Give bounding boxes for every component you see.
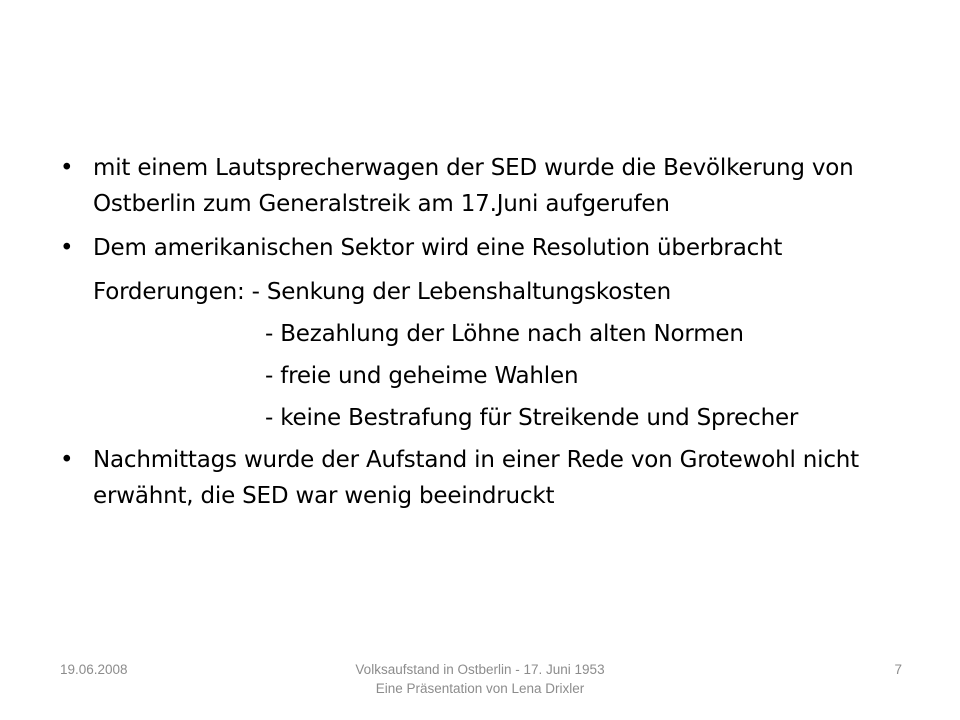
footer-title bbox=[300, 660, 660, 698]
page-number: 7 bbox=[894, 662, 902, 677]
bullet-text: mit einem Lautsprecherwagen der SED wurde die Bevölkerung von Ostberlin zum Generalstreik am 17.Juni aufgerufen bbox=[93, 155, 854, 217]
bullet-item-grotewohl bbox=[60, 442, 920, 514]
bullet-item-loudspeaker bbox=[60, 150, 920, 222]
slide-content bbox=[60, 150, 920, 522]
demand-item: - Bezahlung der Löhne nach alten Normen bbox=[265, 321, 744, 347]
bullet-item-resolution bbox=[60, 230, 920, 266]
demand-item: - keine Bestrafung für Streikende und Sprecher bbox=[265, 405, 799, 431]
demand-item: - freie und geheime Wahlen bbox=[265, 363, 579, 389]
bullet-text: Dem amerikanischen Sektor wird eine Resolution überbracht bbox=[93, 235, 783, 261]
footer-subtitle-line: Eine Präsentation von Lena Drixler bbox=[375, 681, 585, 696]
bullet-symbol: • bbox=[60, 235, 74, 261]
bullet-symbol: • bbox=[60, 155, 74, 181]
bullet-symbol: • bbox=[60, 447, 74, 473]
footer-date: 19.06.2008 bbox=[60, 662, 128, 677]
footer-title-line: Volksaufstand in Ostberlin - 17. Juni 1953 bbox=[355, 662, 605, 677]
bullet-text: Nachmittags wurde der Aufstand in einer Rede von Grotewohl nicht erwähnt, die SED war wenig beeindruckt bbox=[93, 447, 859, 509]
demands-header: Forderungen: - Senkung der Lebenshaltungskosten bbox=[93, 279, 671, 305]
